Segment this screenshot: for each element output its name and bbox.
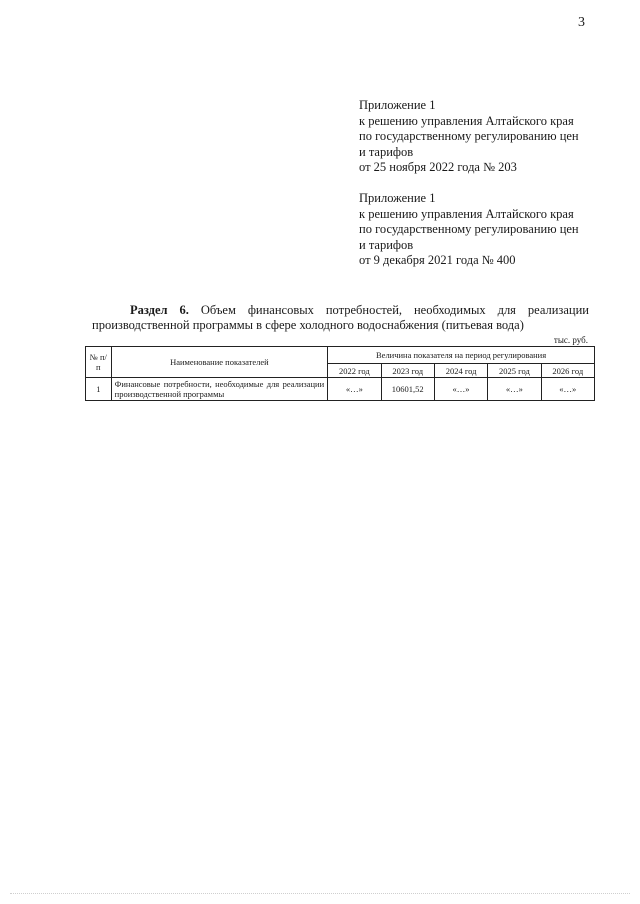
header-number: № п/п: [86, 347, 112, 378]
appendix-line: к решению управления Алтайского края: [359, 113, 574, 128]
row-number: 1: [86, 378, 112, 401]
header-period: Величина показателя на период регулирования: [328, 347, 595, 364]
row-value: 10601,52: [381, 378, 434, 401]
header-year: 2023 год: [381, 364, 434, 378]
row-value: «…»: [488, 378, 541, 401]
section-heading: [92, 303, 589, 333]
appendix-line: к решению управления Алтайского края: [359, 206, 574, 221]
table-header-row: [86, 347, 595, 364]
row-name: Финансовые потребности, необходимые для реализации производственной программы: [111, 378, 328, 401]
page-number: 3: [578, 15, 585, 30]
row-value: «…»: [541, 378, 594, 401]
appendix-line: и тарифов: [359, 144, 414, 159]
row-value: «…»: [328, 378, 381, 401]
appendix-line: Приложение 1: [359, 98, 436, 112]
section-number: Раздел 6.: [130, 303, 189, 317]
appendix-previous: [359, 191, 599, 269]
section-title-part2: производственной программы в сфере холодного водоснабжения (питьевая вода): [92, 318, 524, 332]
appendix-line: по государственному регулированию цен: [359, 129, 579, 143]
appendix-current: [359, 98, 599, 176]
appendix-line: от 25 ноября 2022 года № 203: [359, 160, 517, 174]
header-year: 2022 год: [328, 364, 381, 378]
section-heading-line1: [92, 303, 589, 318]
scan-edge-divider: [10, 893, 630, 894]
appendix-line: Приложение 1: [359, 191, 436, 205]
row-value: «…»: [434, 378, 487, 401]
table-row: [86, 378, 595, 401]
header-year: 2026 год: [541, 364, 594, 378]
header-year: 2024 год: [434, 364, 487, 378]
header-name: Наименование показателей: [111, 347, 328, 378]
finance-table: [85, 346, 595, 401]
appendix-line: от 9 декабря 2021 года № 400: [359, 253, 516, 267]
appendix-line: и тарифов: [359, 237, 414, 252]
header-year: 2025 год: [488, 364, 541, 378]
section-title-part1: Объем финансовых потребностей, необходимых для реализации: [188, 303, 589, 317]
units-label: тыс. руб.: [553, 335, 588, 345]
appendix-line: по государственному регулированию цен: [359, 222, 579, 236]
